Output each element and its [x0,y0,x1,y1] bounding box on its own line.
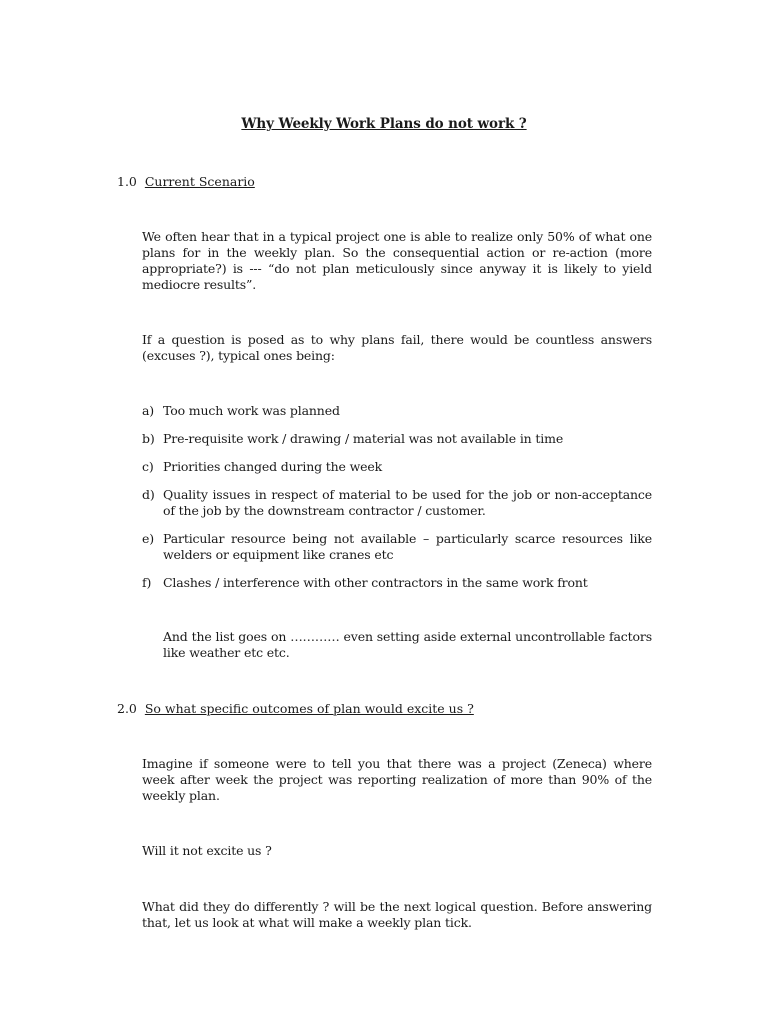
list-marker: e) [142,531,154,546]
section-1-heading [117,174,255,189]
list-item [142,487,652,519]
list-item-text: Pre-requisite work / drawing / material was not available in time [163,431,564,446]
section-1-paragraph-1: We often hear that in a typical project one is able to realize only 50% of what one plans for in the weekly plan. So the consequential action or re-action (more appropriate?) is --- “do not plan meticulously since anyway it is likely to yield mediocre results”. [142,229,652,292]
list-marker: d) [142,487,155,502]
list-item [142,403,652,419]
section-2-heading [117,701,474,716]
section-1-paragraph-2: If a question is posed as to why plans fail, there would be countless answers (excuses ?), typical ones being: [142,332,652,363]
list-item-text: Quality issues in respect of material to be used for the job or non-acceptance of the job by the downstream contractor / customer. [163,487,652,518]
list-marker: b) [142,431,155,446]
list-marker: a) [142,403,155,418]
list-item [142,531,652,563]
section-1-number: 1.0 [117,174,141,189]
list-item-text: Particular resource being not available – particularly scarce resources like welders or equipment like cranes etc [163,531,652,562]
list-item [142,431,652,447]
section-1-closing: And the list goes on ………… even setting aside external uncontrollable factors like weather etc etc. [163,629,652,660]
list-item-text: Too much work was planned [163,403,340,418]
section-2-paragraph-2: Will it not excite us ? [142,843,272,858]
reasons-list [142,403,652,603]
section-2-number: 2.0 [117,701,141,716]
section-2-title: So what specific outcomes of plan would excite us ? [144,701,474,716]
list-marker: c) [142,459,154,474]
list-item-text: Clashes / interference with other contractors in the same work front [163,575,588,590]
section-2-paragraph-3: What did they do differently ? will be the next logical question. Before answering that, let us look at what will make a weekly plan tick. [142,899,652,930]
list-marker: f) [142,575,152,590]
section-2-paragraph-1: Imagine if someone were to tell you that there was a project (Zeneca) where week after week the project was reporting realization of more than 90% of the weekly plan. [142,756,652,803]
list-item-text: Priorities changed during the week [163,459,383,474]
section-1-title: Current Scenario [144,174,255,189]
list-item [142,459,652,475]
list-item [142,575,652,591]
document-title: Why Weekly Work Plans do not work ? [241,116,527,132]
